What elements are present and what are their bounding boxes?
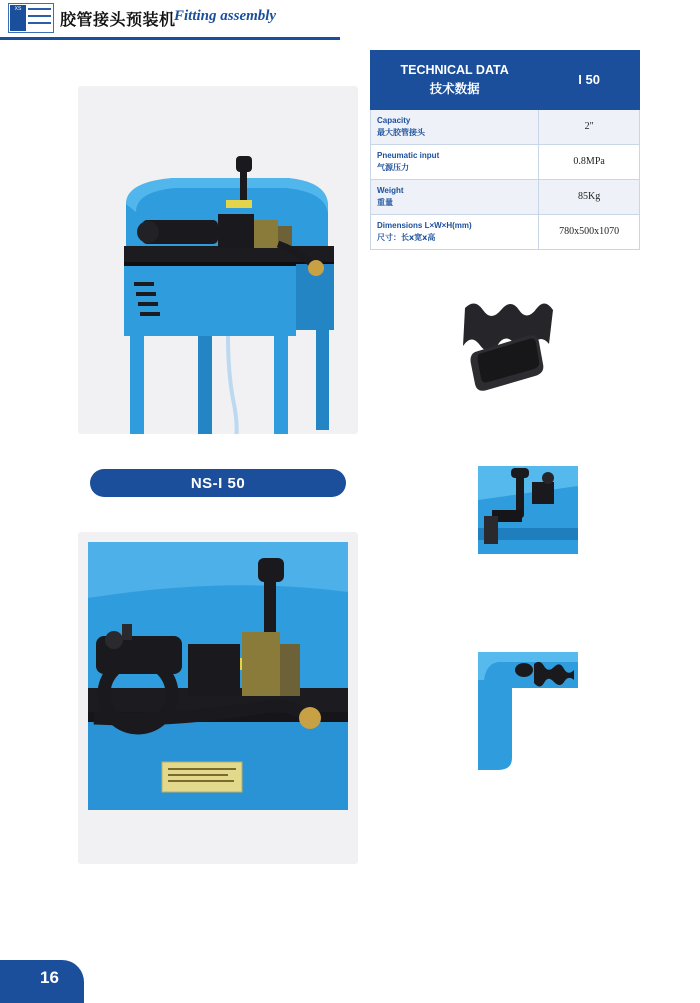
row-value: 85Kg [539, 179, 640, 214]
row-label [371, 109, 539, 144]
table-header-left [371, 51, 539, 110]
clamp-dies-image [455, 290, 595, 410]
machine-closeup-illustration [78, 532, 358, 864]
table-header-left-en: TECHNICAL DATA [400, 63, 509, 77]
table-row [371, 214, 640, 249]
lever-detail-image [478, 466, 578, 554]
table-row [371, 144, 640, 179]
page-header [0, 0, 340, 40]
table-header-left-cn: 技术数据 [429, 81, 480, 96]
lever-detail-illustration [478, 466, 578, 554]
row-label [371, 214, 539, 249]
row-value: 780x500x1070 [539, 214, 640, 249]
machine-full-illustration [78, 86, 358, 434]
row-value: 0.8MPa [539, 144, 640, 179]
row-label-en: Pneumatic input [377, 150, 440, 160]
clamp-dies-illustration [455, 290, 595, 410]
row-label-cn: 最大胶管接头 [377, 127, 425, 137]
machine-closeup-image [78, 532, 358, 864]
page-number: 16 [40, 968, 59, 987]
row-label-en: Dimensions L×W×H(mm) [377, 220, 472, 230]
row-label [371, 144, 539, 179]
table-row [371, 109, 640, 144]
row-label-cn: 重量 [377, 197, 393, 207]
header-title-en: Fitting assembly [174, 8, 277, 24]
row-value: 2" [539, 109, 640, 144]
table-row [371, 179, 640, 214]
model-badge: NS-I 50 [90, 469, 346, 497]
jaw-detail-illustration [478, 640, 578, 770]
jaw-detail-image [478, 640, 578, 770]
logo-mark: XS [10, 5, 26, 31]
header-title-cn: 胶管接头预装机 [60, 10, 176, 29]
table-header-row [371, 51, 640, 110]
company-logo [8, 3, 54, 33]
row-label-cn: 尺寸：长x宽x高 [377, 232, 436, 242]
table-header-model: I 50 [539, 51, 640, 110]
machine-full-image [78, 86, 358, 434]
row-label-cn: 气源压力 [377, 162, 409, 172]
row-label-en: Weight [377, 185, 404, 195]
technical-data-table [370, 50, 640, 250]
row-label-en: Capacity [377, 115, 411, 125]
row-label [371, 179, 539, 214]
logo-lines-icon [28, 5, 51, 31]
